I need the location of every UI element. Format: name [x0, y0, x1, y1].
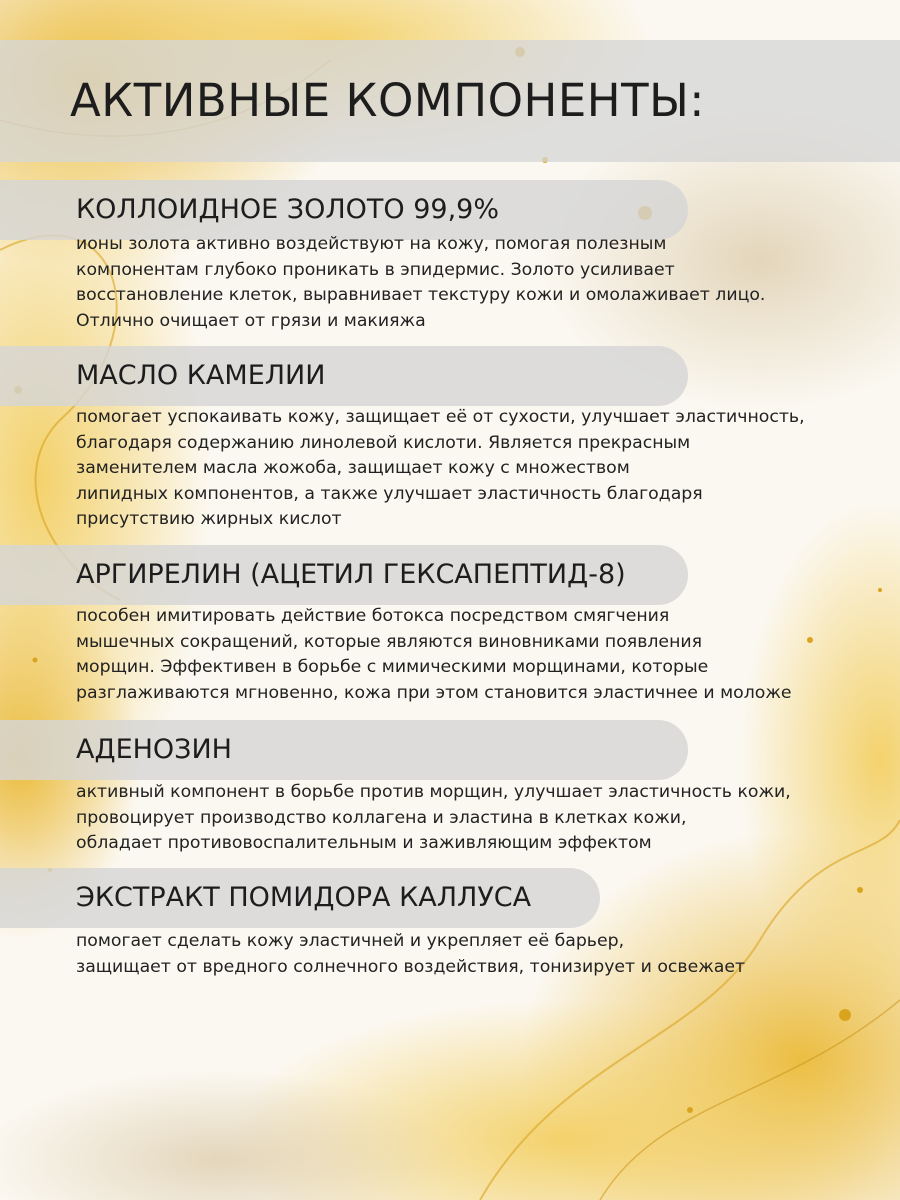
description-line: помогает успокаивать кожу, защищает её от сухости, улучшает эластичность,	[76, 407, 805, 427]
description-line: помогает сделать кожу эластичней и укрепляет её барьер,	[76, 931, 625, 951]
section-heading: КОЛЛОИДНОЕ ЗОЛОТО 99,9%	[76, 194, 499, 225]
description-line: мышечных сокращений, которые являются виновниками появления	[76, 631, 702, 652]
description-line: морщин. Эффективен в борьбе с мимическими морщинами, которые	[76, 657, 709, 677]
description-line: присутствию жирных кислот	[76, 509, 342, 529]
section-description	[76, 780, 791, 857]
section-heading: АРГИРЕЛИН (АЦЕТИЛ ГЕКСАПЕПТИД-8)	[76, 559, 626, 590]
section-heading: АДЕНОЗИН	[76, 734, 232, 765]
description-line: активный компонент в борьбе против морщин, улучшает эластичность кожи,	[76, 782, 791, 802]
description-line: обладает противовоспалительным и заживляющим эффектом	[76, 833, 652, 853]
description-line: ионы золота активно воздействуют на кожу, помогая полезным	[76, 234, 667, 254]
description-line: благодаря содержанию линолевой кислоти. Является прекрасным	[76, 432, 691, 453]
description-line: провоцирует производство коллагена и эластина в клетках кожи,	[76, 807, 687, 828]
description-line: защищает от вредного солнечного воздействия, тонизирует и освежает	[76, 956, 746, 977]
page-title: АКТИВНЫЕ КОМПОНЕНТЫ:	[70, 74, 705, 127]
description-line: компонентам глубоко проникать в эпидермис. Золото усиливает	[76, 259, 675, 280]
section-description	[76, 405, 805, 533]
section-heading: МАСЛО КАМЕЛИИ	[76, 360, 326, 391]
section-description	[76, 929, 745, 980]
description-line: Отлично очищает от грязи и макияжа	[76, 310, 426, 331]
description-line: пособен имитировать действие ботокса посредством смягчения	[76, 606, 670, 626]
description-line: липидных компонентов, а также улучшает эластичность благодаря	[76, 483, 703, 504]
description-line: восстановление клеток, выравнивает текстуру кожи и омолаживает лицо.	[76, 285, 766, 305]
section-description	[76, 604, 792, 706]
section-description	[76, 232, 765, 334]
section-heading: ЭКСТРАКТ ПОМИДОРА КАЛЛУСА	[76, 882, 532, 913]
description-line: разглаживаются мгновенно, кожа при этом становится эластичнее и моложе	[76, 682, 792, 703]
description-line: заменителем масла жожоба, защищает кожу с множеством	[76, 458, 630, 478]
